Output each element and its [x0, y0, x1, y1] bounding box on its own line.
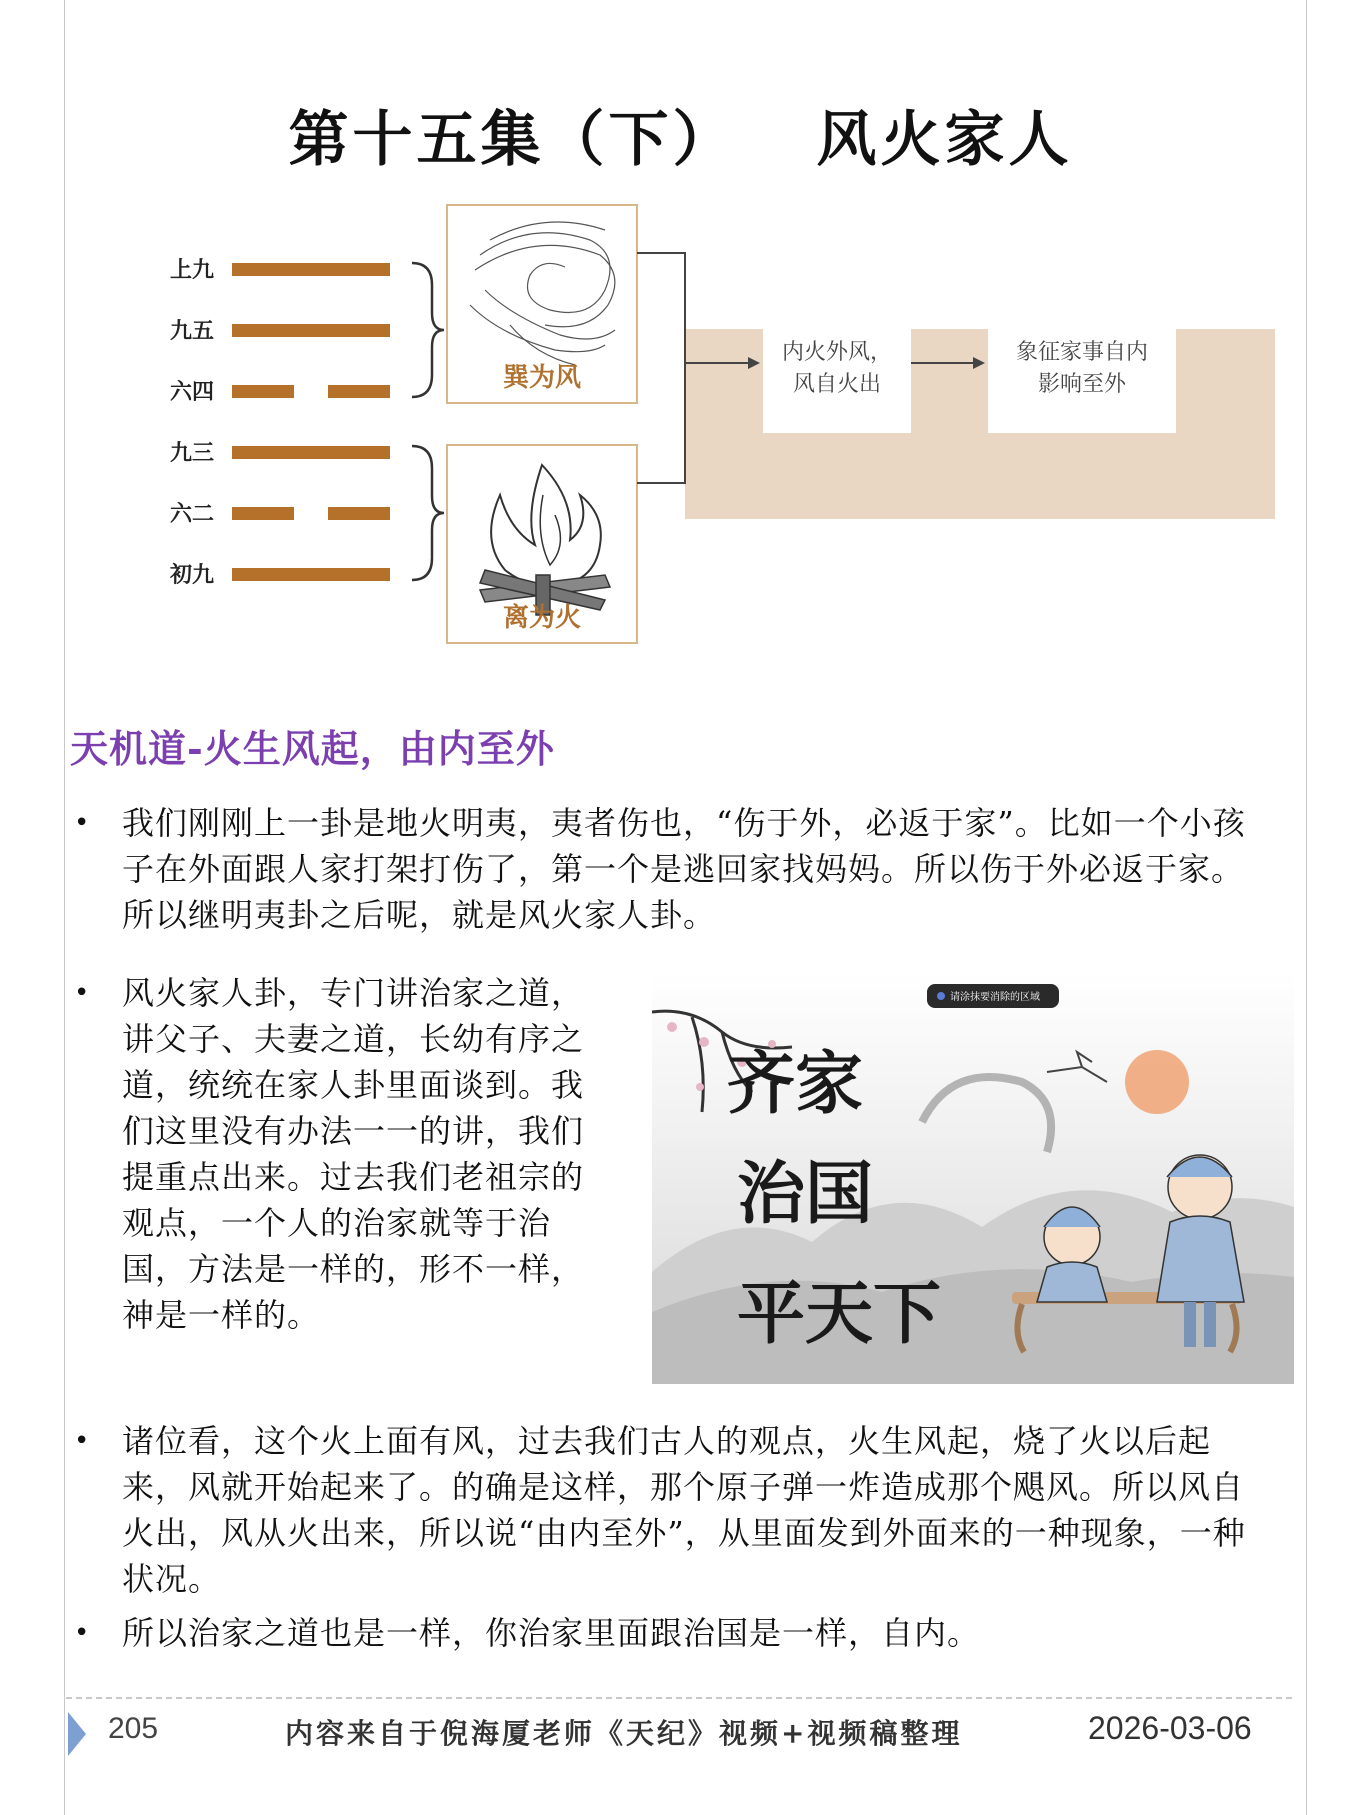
- flow-box-1-line-2: 风自火出: [792, 372, 881, 397]
- page-right-border: [1306, 0, 1307, 1815]
- footer-triangle-icon: [68, 1712, 86, 1756]
- yao-bar-6: [232, 568, 390, 581]
- bullet-text: 所以治家之道也是一样，你治家里面跟治国是一样，自内。: [122, 1614, 981, 1652]
- flow-box-2-line-1: 象征家事自内: [1015, 340, 1148, 365]
- flow-box-1-text: [763, 337, 911, 401]
- yao-label-6: 初九: [170, 563, 215, 588]
- bullet-text: 诸位看，这个火上面有风，过去我们古人的观点，火生风起，烧了火以后起来，风就开始起来了。的确是这样，那个原子弹一炸造成那个飓风。所以风自火出，风从火出来，所以说“由内至外”，从里面发到外面来的一种现象，一种状况。: [122, 1422, 1246, 1598]
- yao-label-5: 六二: [170, 502, 215, 527]
- connector-bracket: [637, 253, 685, 483]
- illustration-image: [652, 972, 1294, 1384]
- section-heading: 天机道-火生风起，由内至外: [70, 726, 555, 771]
- illustration-pill-text: 请涂抹要消除的区域: [950, 992, 1040, 1003]
- yao-bars: [232, 263, 390, 581]
- lower-trigram-label: 离为火: [502, 603, 581, 633]
- upper-trigram-label: 巽为风: [502, 363, 581, 393]
- bullet-dot: •: [74, 1618, 91, 1648]
- yao-bar-3b: [328, 385, 390, 398]
- yao-label-1: 上九: [170, 258, 215, 283]
- yao-bar-2: [232, 324, 390, 337]
- footer-date: 2026-03-06: [1088, 1710, 1252, 1746]
- lower-brace: [412, 446, 444, 580]
- yao-label-3: 六四: [170, 380, 215, 405]
- yao-bar-5b: [328, 507, 390, 520]
- yao-bar-5a: [232, 507, 294, 520]
- hexagram-diagram: [150, 195, 1280, 655]
- yao-bar-4: [232, 446, 390, 459]
- illustration-graphics: [652, 972, 1294, 1384]
- bullet-text: 风火家人卦，专门讲治家之道，讲父子、夫妻之道，长幼有序之道，统统在家人卦里面谈到。我们这里没有办法一一的讲，我们提重点出来。过去我们老祖宗的观点，一个人的治家就等于治国，方法是一样的，形不一样，神是一样的。: [122, 974, 585, 1334]
- yao-bar-3a: [232, 385, 294, 398]
- flow-box-2-text: [988, 337, 1176, 401]
- bullet-dot: •: [74, 1426, 91, 1456]
- page-left-border: [64, 0, 65, 1815]
- footer-source: 内容来自于倪海厦老师《天纪》视频+视频稿整理: [285, 1717, 963, 1750]
- yao-label-4: 九三: [170, 441, 215, 466]
- title-episode: 第十五集（下）: [288, 105, 737, 175]
- illustration-char-1: 齐家: [727, 1044, 864, 1124]
- page-title: [0, 92, 1361, 178]
- diagram-graphics: [150, 195, 1280, 655]
- yao-bar-1: [232, 263, 390, 276]
- illustration-char-2: 治国: [737, 1154, 874, 1234]
- page-number: 205: [108, 1712, 159, 1745]
- illustration-char-3: 平天下: [737, 1274, 942, 1354]
- flow-box-2-line-2: 影响至外: [1037, 372, 1126, 397]
- flow-box-1-line-1: 内火外风，: [781, 340, 892, 365]
- bullet-dot: •: [74, 978, 91, 1008]
- title-hexagram: 风火家人: [816, 105, 1073, 175]
- upper-brace: [412, 263, 444, 397]
- bullet-text: 我们刚刚上一卦是地火明夷，夷者伤也，“伤于外，必返于家”。比如一个小孩子在外面跟人家打架打伤了，第一个是逃回家找妈妈。所以伤于外必返于家。所以继明夷卦之后呢，就是风火家人卦。: [122, 804, 1246, 934]
- yao-label-2: 九五: [170, 319, 215, 344]
- footer-divider: [66, 1697, 1292, 1699]
- bullet-dot: •: [74, 808, 91, 838]
